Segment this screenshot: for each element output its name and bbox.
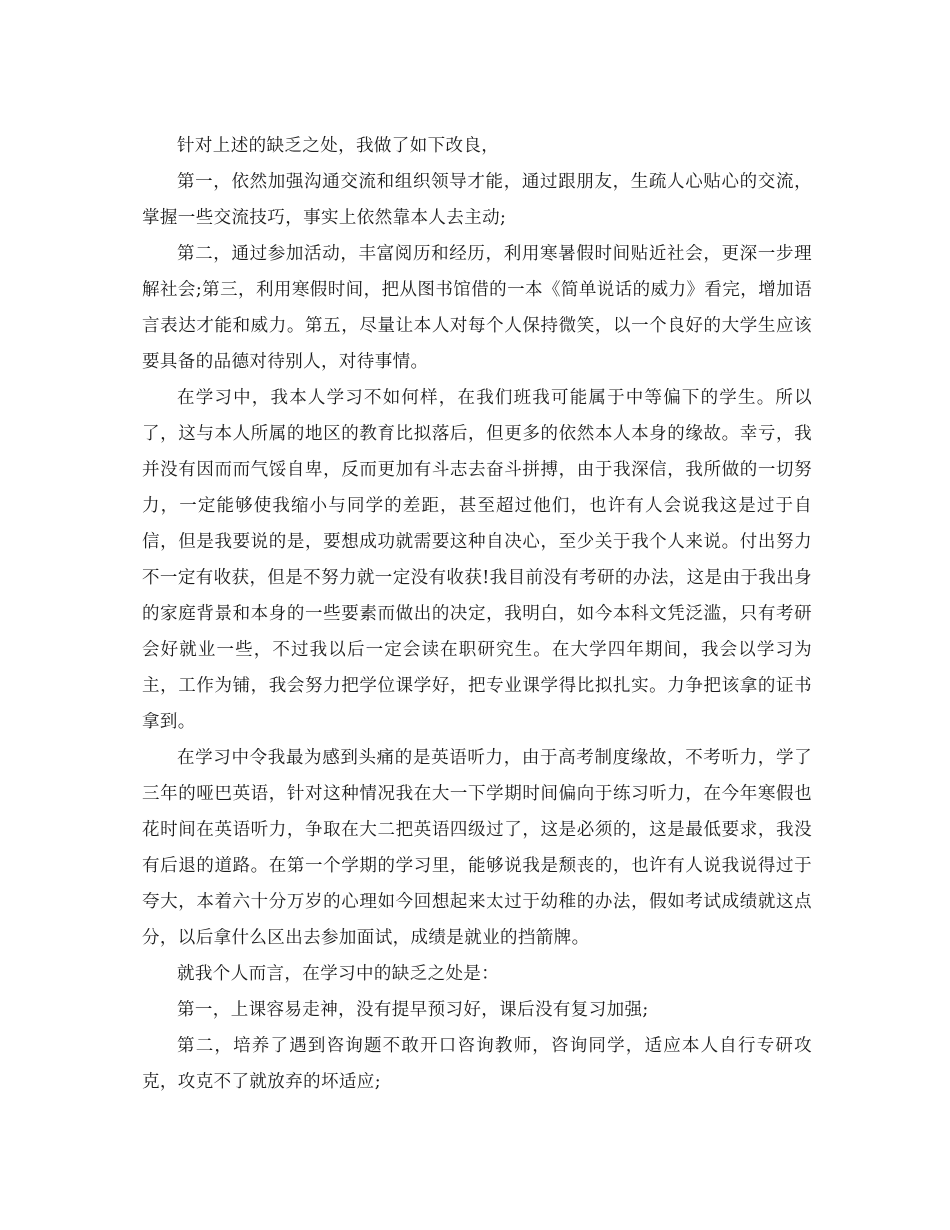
paragraph-second-shortcoming: 第二，培养了遇到咨询题不敢开口咨询教师，咨询同学，适应本人自行专研攻克，攻克不了就放弃的坏适应; [142,1036,812,1092]
paragraph-first-shortcoming: 第一，上课容易走神，没有提早预习好，课后没有复习加强; [177,1000,649,1020]
paragraph-second-improvement: 第二，通过参加活动，丰富阅历和经历，利用寒暑假时间贴近社会，更深一步理解社会;第三，利用寒假时间，把从图书馆借的一本《简单说话的威力》看完，增加语言表达才能和威力。第五，尽量让本人对每个人保持微笑，以一个良好的大学生应该要具备的品德对待别人，对待事情。 [142,244,812,372]
paragraph-improvement-intro: 针对上述的缺乏之处，我做了如下改良， [177,136,500,156]
document-body [142,128,812,1100]
paragraph-shortcomings-intro: 就我个人而言，在学习中的缺乏之处是： [177,964,500,984]
paragraph-english-listening: 在学习中令我最为感到头痛的是英语听力，由于高考制度缘故，不考听力，学了三年的哑巴英语，针对这种情况我在大一下学期时间偏向于练习听力，在今年寒假也花时间在英语听力，争取在大二把英语四级过了，这是必须的，这是最低要求，我没有后退的道路。在第一个学期的学习里，能够说我是颓丧的，也许有人说我说得过于夸大，本着六十分万岁的心理如今回想起来太过于幼稚的办法，假如考试成绩就这点分，以后拿什么区出去参加面试，成绩是就业的挡箭牌。 [142,748,812,948]
paragraph-study-situation: 在学习中，我本人学习不如何样，在我们班我可能属于中等偏下的学生。所以了，这与本人所属的地区的教育比拟落后，但更多的依然本人本身的缘故。幸亏，我并没有因而而气馁自卑，反而更加有斗志去奋斗拼搏，由于我深信，我所做的一切努力，一定能够使我缩小与同学的差距，甚至超过他们，也许有人会说我这是过于自信，但是我要说的是，要想成功就需要这种自决心，至少关于我个人来说。付出努力不一定有收获，但是不努力就一定没有收获!我目前没有考研的办法，这是由于我出身的家庭背景和本身的一些要素而做出的决定，我明白，如今本科文凭泛滥，只有考研会好就业一些，不过我以后一定会读在职研究生。在大学四年期间，我会以学习为主，工作为铺，我会努力把学位课学好，把专业课学得比拟扎实。力争把该拿的证书拿到。 [142,388,812,732]
paragraph-first-improvement: 第一，依然加强沟通交流和组织领导才能，通过跟朋友，生疏人心贴心的交流，掌握一些交流技巧，事实上依然靠本人去主动; [142,172,812,228]
